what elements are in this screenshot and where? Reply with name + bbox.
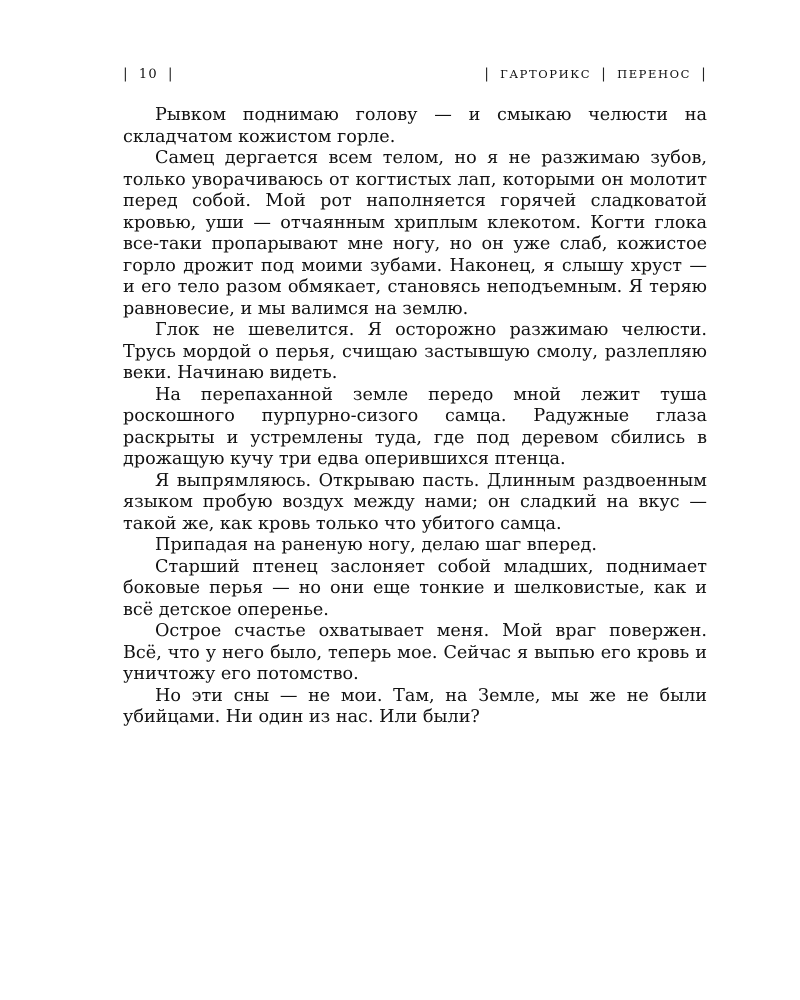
- paragraph: Острое счастье охватывает меня. Мой враг повержен. Всё, что у него было, теперь мое. Сейчас я выпью его кровь и уничтожу его потомство.: [123, 621, 707, 684]
- page-number: 10: [138, 66, 158, 82]
- paragraph: Самец дергается всем телом, но я не разжимаю зубов, только уворачиваюсь от когтистых лап, которыми он молотит перед собой. Мой рот наполняется горячей сладковатой кровью, уши — отчаянным хриплым клекотом. Когти глока все-таки пропарывают мне ногу, но он уже слаб, кожистое горло дрожит под моими зубами. Наконец, я слышу хруст — и его тело разом обмякает, становясь неподъемным. Я теряю равновесие, и мы валимся на землю.: [123, 148, 707, 319]
- running-head: [123, 62, 707, 86]
- body-text: [123, 105, 707, 729]
- paragraph: Я выпрямляюсь. Открываю пасть. Длинным раздвоенным языком пробую воздух между нами; он сладкий на вкус — такой же, как кровь только что убитого самца.: [123, 470, 707, 534]
- paragraph: Припадая на раненую ногу, делаю шаг вперед.: [155, 535, 597, 555]
- book-title: ГАРТОРИКС: [500, 67, 592, 81]
- paragraph: Рывком поднимаю голову — и смыкаю челюсти на складчатом кожистом горле.: [123, 105, 707, 147]
- paragraph: Старший птенец заслоняет собой младших, поднимает боковые перья — но они еще тонкие и шелковистые, как и всё детское оперенье.: [123, 556, 707, 620]
- running-head-left: [123, 66, 174, 82]
- book-page: [123, 62, 707, 729]
- paragraph: На перепаханной земле передо мной лежит туша роскошного пурпурно-сизого самца. Радужные глаза раскрыты и устремлены туда, где под деревом сбились в дрожащую кучу три едва оперившихся птенца.: [123, 384, 707, 469]
- divider-bar: |: [484, 66, 491, 82]
- divider-bar: |: [167, 66, 174, 82]
- divider-bar: |: [601, 66, 608, 82]
- paragraph: Но эти сны — не мои. Там, на Земле, мы же не были убийцами. Ни один из нас. Или были?: [123, 685, 707, 727]
- divider-bar: |: [701, 66, 707, 82]
- divider-bar: |: [123, 66, 129, 82]
- paragraph: Глок не шевелится. Я осторожно разжимаю челюсти. Трусь мордой о перья, счищаю застывшую смолу, разлепляю веки. Начинаю видеть.: [123, 320, 707, 383]
- running-head-right: [484, 66, 707, 82]
- chapter-title: ПЕРЕНОС: [617, 67, 692, 81]
